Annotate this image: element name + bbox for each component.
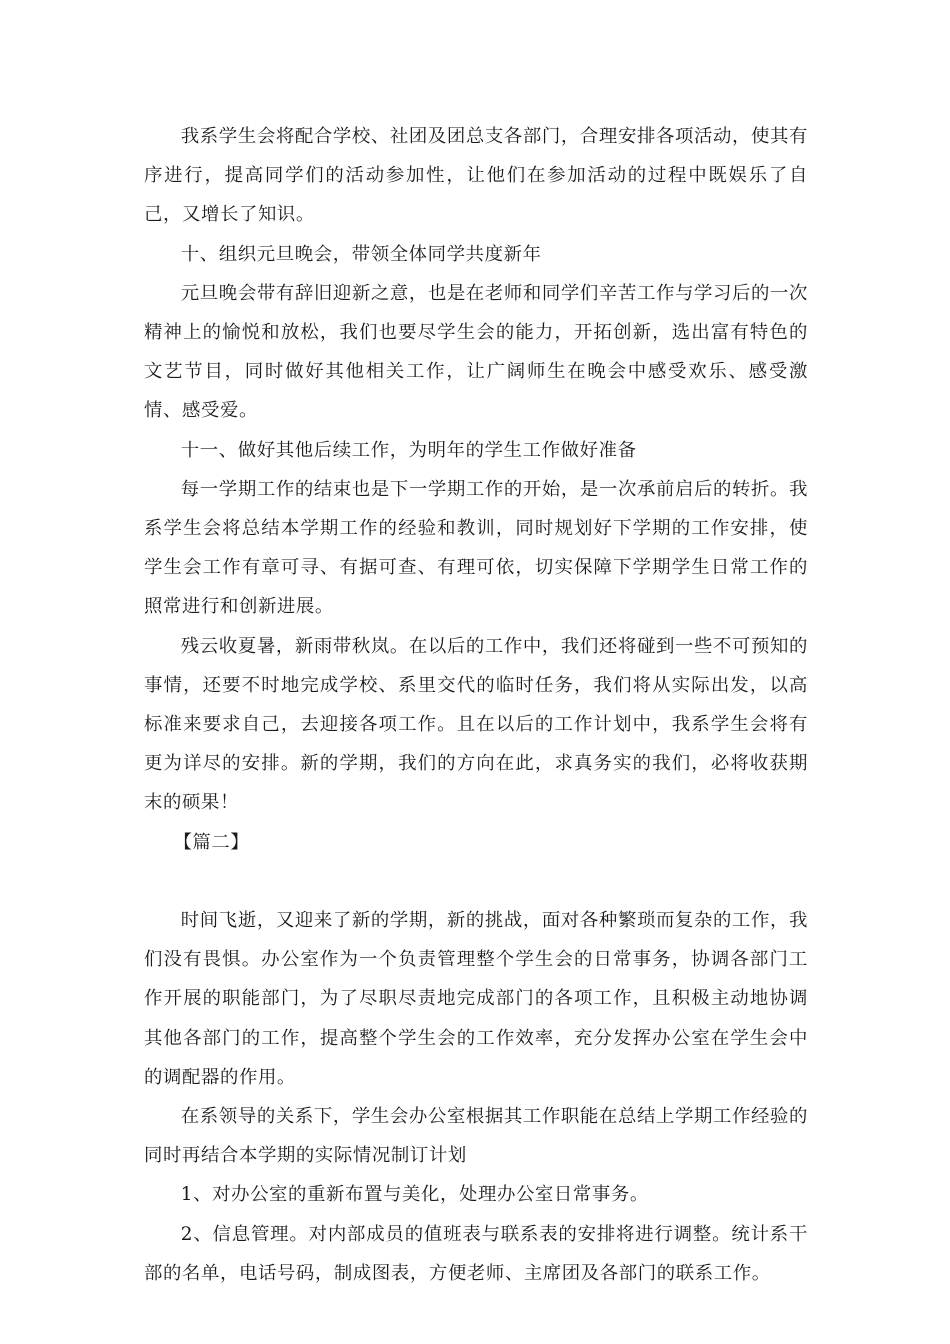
list-item-2: 2、信息管理。对内部成员的值班表与联系表的安排将进行调整。统计系干部的名单，电话号码，制成图表，方便老师、主席团及各部门的联系工作。 — [144, 1223, 808, 1284]
heading-follow-up-work: 十一、做好其他后续工作，为明年的学生工作做好准备 — [180, 439, 637, 461]
paragraph-office-intro: 时间飞逝，又迎来了新的学期，新的挑战，面对各种繁琐而复杂的工作，我们没有畏惧。办公室作为一个负责管理整个学生会的日常事务，协调各部门工作开展的职能部门，为了尽职尽责地完成部门的各项工作，且积极主动地协调其他各部门的工作，提高整个学生会的工作效率，充分发挥办公室在学生会中的调配器的作用。 — [144, 910, 808, 1088]
heading-new-year-gala: 十、组织元旦晚会，带领全体同学共度新年 — [180, 243, 542, 265]
paragraph-office-plan: 在系领导的关系下，学生会办公室根据其工作职能在总结上学期工作经验的同时再结合本学期的实际情况制订计划 — [144, 1106, 808, 1167]
list-item-1: 1、对办公室的重新布置与美化，处理办公室日常事务。 — [180, 1184, 649, 1206]
document-body — [144, 117, 808, 1293]
paragraph-new-year-gala: 元旦晚会带有辞旧迎新之意，也是在老师和同学们辛苦工作与学习后的一次精神上的愉悦和放松，我们也要尽学生会的能力，开拓创新，选出富有特色的文艺节目，同时做好其他相关工作，让广阔师生在晚会中感受欢乐、感受激情、感受爱。 — [144, 282, 808, 422]
paragraph-closing: 残云收夏暑，新雨带秋岚。在以后的工作中，我们还将碰到一些不可预知的事情，还要不时地完成学校、系里交代的临时任务，我们将从实际出发，以高标准来要求自己，去迎接各项工作。且在以后的工作计划中，我系学生会将有更为详尽的安排。新的学期，我们的方向在此，求真务实的我们，必将收获期末的硕果！ — [144, 635, 808, 814]
section-title-part-two: 【篇二】 — [173, 831, 250, 853]
blank-line — [144, 862, 808, 901]
paragraph-activities: 我系学生会将配合学校、社团及团总支各部门，合理安排各项活动，使其有序进行，提高同学们的活动参加性，让他们在参加活动的过程中既娱乐了自己，又增长了知识。 — [144, 126, 808, 226]
paragraph-semester-summary: 每一学期工作的结束也是下一学期工作的开始，是一次承前启后的转折。我系学生会将总结本学期工作的经验和教训，同时规划好下学期的工作安排，使学生会工作有章可寻、有据可查、有理可依，切实保障下学期学生日常工作的照常进行和创新进展。 — [144, 478, 808, 618]
